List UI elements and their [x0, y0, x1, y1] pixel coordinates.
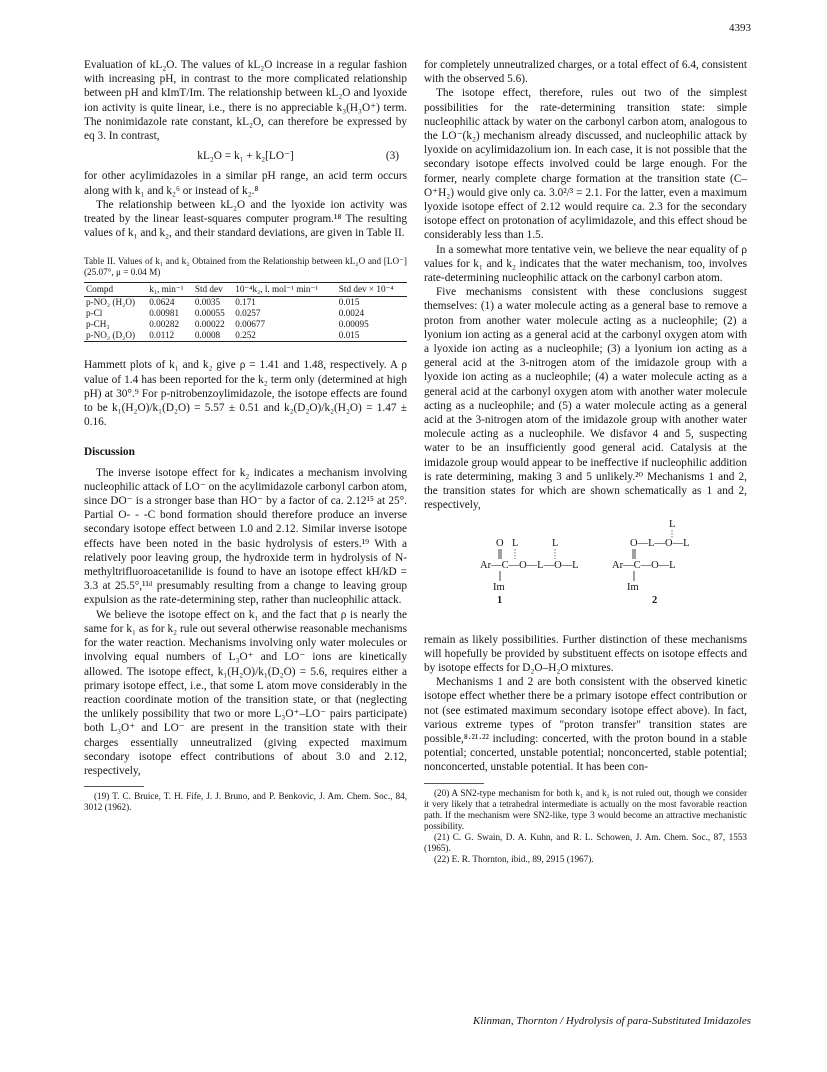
table-row: [84, 330, 407, 342]
section-heading-discussion: Discussion: [84, 446, 135, 459]
running-footer: Klinman, Thornton / Hydrolysis of para-Substituted Imidazoles: [473, 1015, 751, 1027]
s1-number: 1: [497, 594, 503, 606]
footnote-19: (19) T. C. Bruice, T. H. Fife, J. J. Bruno, and P. Benkovic, J. Am. Chem. Soc., 84, 3012 (1962).: [84, 791, 407, 813]
transition-state-structures: [424, 519, 747, 623]
table-row: [84, 297, 407, 309]
left-column: [84, 58, 407, 813]
table-cell: p-Cl: [86, 308, 103, 319]
paragraph-mechanisms-consistent: Mechanisms 1 and 2 are both consistent with the observed kinetic isotope effect whether there be a primary isotope effect contribution or not (see estimated maximum secondary isotope effect above). In fact, various extreme types of "proton transfer" transition states are possible,⁸·²¹·²² including: concerted, with the proton bound in a stable potential; concerted, unstable potential; nonconcerted, stable potential; nonconcerted, unstable potential. It has been con-: [424, 676, 747, 774]
s1-l-top2: L: [552, 537, 559, 549]
table-row: [84, 308, 407, 319]
s2-number: 2: [652, 594, 658, 606]
s2-top-chain: O—L—O—L: [630, 537, 690, 549]
s1-chain: Ar—C—O—L—O—L: [480, 559, 579, 571]
equation-number: (3): [385, 150, 399, 163]
footnote-rule: [424, 783, 484, 784]
table-cell: 0.00055: [194, 308, 225, 319]
page-number: 4393: [729, 22, 751, 34]
table-header: k₁, min⁻¹: [147, 283, 193, 297]
table-cell: 0.015: [338, 297, 360, 308]
table-cell: 0.252: [233, 330, 337, 342]
s1-oxygen: O: [496, 537, 504, 549]
paragraph-tentative: In a somewhat more tentative vein, we believe the near equality of ρ values for k₁ and k₂ indicates that the water mechanism, too, involves rate-determining nucleophilic attack on the carbonyl carbon atom.: [424, 243, 747, 285]
rate-constant-table: [84, 282, 407, 342]
paragraph-evaluation: Evaluation of kL₂O. The values of kL₂O increase in a regular fashion with increasing pH, in contrast to the more complicated relationship between pH and kImT/Im. The relationship between kL₂O and lyoxide ion activity is quite linear, i.e., there is no appreciable k₃(H₃O⁺) term. The nonimidazole rate constant, kL₂O, can therefore be expressed by eq 3. In contrast,: [84, 59, 407, 143]
equation-text: kL₂O = k₁ + k₂[LO⁻]: [197, 150, 294, 163]
structures-drawing: [424, 519, 747, 623]
paragraph-acid-term: for other acylimidazoles in a similar pH range, an acid term occurs along with k₁ and k₂⁶ or instead of k₂.⁸: [84, 170, 407, 197]
table-header: 10⁻⁴k₂, l. mol⁻¹ min⁻¹: [233, 283, 337, 297]
paragraph-rules-out: The isotope effect, therefore, rules out two of the simplest possibilities for the rate-determining transition state: simple nucleophilic attack by water on the carbonyl carbon atom, analogous to the LO⁻(k₂) mechanism already discussed, and nucleophilic attack by lyoxide on acylimidazolium ion. In each case, it is not possible that the secondary isotope effects involved could be large enough. For the former, nearly complete charge formation at the transition state (C–O⁺H₂) would give only ca. 3.0²/³ = 2.1. For the latter, even a maximum lyoxide isotope effect of 2.12 would require ca. 2.3 for the secondary isotope effect on protonation of acylimidazole, and this effect shoud be considerably less than 1.5.: [424, 87, 747, 242]
paragraph-least-squares: The relationship between kL₂O and the lyoxide ion activity was treated by the linear least-squares computer program.¹⁸ The resulting values of k₁ and k₂, and their standard deviations, are given in Table II.: [84, 198, 407, 240]
table-cell: 0.00022: [194, 319, 225, 330]
paragraph-hammett: Hammett plots of k₁ and k₂ give ρ = 1.41 and 1.48, respectively. A ρ value of 1.4 has been reported for the k₂ term only (determined at high pH) at 30°.⁹ For p-nitrobenzoylimidazole, the isotope effects are found to be k₁(H₂O)/k₁(D₂O) = 5.57 ± 0.51 and k₂(D₂O)/k₂(H₂O) = 1.47 ± 0.16.: [84, 359, 407, 429]
footnote-21: (21) C. G. Swain, D. A. Kuhn, and R. L. Schowen, J. Am. Chem. Soc., 87, 1553 (1965).: [424, 831, 747, 853]
table-cell: 0.015: [337, 330, 407, 342]
s1-imidazole: Im: [493, 581, 505, 593]
footnote-20: (20) A SN2-type mechanism for both k₁ and k₂ is not ruled out, though we consider it very likely that a tetrahedral intermediate is actually on the most favorable reaction path. If the mechanism were SN2-like, type 3 would become an attractive mechanistic possibility.: [424, 787, 747, 831]
footnote-rule: [84, 786, 144, 787]
s2-l-top: L: [669, 518, 676, 530]
paragraph-unneutralized: for completely unneutralized charges, or a total effect of 6.4, consistent with the observed 5.6).: [424, 59, 747, 86]
table-cell: 0.00981: [149, 308, 180, 319]
paragraph-remain-likely: remain as likely possibilities. Further distinction of these mechanisms will hopefully be provided by substituent effects on isotope effects and by isotope effects for D₂O–H₂O mixtures.: [424, 633, 747, 674]
table-cell: p-CH₃: [86, 319, 110, 330]
right-column: [424, 58, 747, 865]
table-header: Std dev: [193, 283, 233, 297]
paragraph-five-mechanisms: Five mechanisms consistent with these conclusions suggest themselves: (1) a water molecule acting as a general base to remove a proton from another water molecule acting as a nucleophile; (2) a lyonium ion acting as a general acid at the carbonyl oxygen atom with a lyoxide ion acting as a nucleophile; (3) a lyonium ion acting as a general acid at the 3-nitrogen atom of the imidazole group with a lyoxide ion acting as a nucleophile; (4) a water molecule acting as a general acid at the carbonyl oxygen atom with another water molecule acting as a nucleophile; and (5) a water molecule acting as a general acid at the 3-nitrogen atom of the imidazole group with another water molecule acting as a nucleophile. We disfavor 4 and 5, suspecting water to be an insufficiently good general acid. Catalysis at the imidazole group would appear to be ineffective if nucleophilic addition is rate determining, making 3 and 5 unlikely.²⁰ Mechanisms 1 and 2, the transition states for which are shown schematically as 1 and 2, respectively,: [424, 286, 747, 512]
table-cell: p-NO₂ (D₂O): [84, 330, 147, 342]
table-cell: 0.0624: [149, 297, 175, 308]
footnotes-left: [84, 791, 407, 813]
table-row: [84, 319, 407, 330]
table-cell: p-NO₂ (H₂O): [86, 297, 136, 308]
paragraph-inverse-isotope: The inverse isotope effect for k₂ indicates a mechanism involving nucleophilic attack of LO⁻ on the acylimidazole carbonyl carbon atom, since DO⁻ is a stronger base than HO⁻ by a factor of ca. 2.12¹⁵ at 25°. Partial O- - -C bond formation should therefore produce an inverse secondary isotope effect between 1.0 and 2.12. Similar inverse isotope effects have been noted in the basic hydrolysis of esters.¹⁹ With a relatively poor leaving group, the hydroxide term in hydrolysis of N-methyltrifluoroacetanilide is found to have an isotope effect kH/kD = 3.3 at 25.5°,¹¹ᵈ presumably resulting from a change to leaving group expulsion as the rate-determining step, rather than nucleophilic attack.: [84, 466, 407, 607]
footnote-22: (22) E. R. Thornton, ibid., 89, 2915 (1967).: [434, 853, 594, 864]
table-cell: 0.0257: [235, 308, 261, 319]
table-cell: 0.171: [235, 297, 256, 308]
table-header: Std dev × 10⁻⁴: [337, 283, 407, 297]
table-cell: 0.00095: [338, 319, 369, 330]
paragraph-water-reaction: We believe the isotope effect on k₁ and the fact that ρ is nearly the same for k₁ as for k₂ rule out several otherwise reasonable mechanisms for the water reaction. Mechanisms involving only water molecules or involving equal numbers of L₃O⁺ and LO⁻ ions are kinetically allowed. The isotope effect, k₁(H₂O)/k₁(D₂O) = 5.6, requires either a primary isotope effect, i.e., that some L atom move considerably in the reaction coordinate motion of the transition state, or that (neglecting the unlikely possibility that two or more L₃O⁺–LO⁻ pairs participate) both L₃O⁺ and LO⁻ are present in the transition state with their charges essentially unneutralized (giving expected maximum secondary isotope effect contributions of about 3.0 and 2.12, respectively,: [84, 608, 407, 777]
table-cell: 0.0035: [194, 297, 221, 308]
s1-l-top: L: [512, 537, 519, 549]
equation-3: [84, 149, 407, 163]
s2-chain: Ar—C—O—L: [612, 559, 676, 571]
table-cell: 0.0008: [193, 330, 233, 342]
footnotes-right: [424, 788, 747, 865]
table-cell: 0.00282: [149, 319, 180, 330]
table-ii: [84, 256, 407, 342]
s2-imidazole: Im: [627, 581, 639, 593]
table-caption: Table II. Values of k₁ and k₂ Obtained from the Relationship between kL₂O and [LO⁻] (25.07°, μ = 0.04 M): [84, 256, 407, 278]
table-cell: 0.00677: [235, 319, 266, 330]
table-cell: 0.0112: [147, 330, 193, 342]
table-header: Compd: [84, 283, 147, 297]
table-cell: 0.0024: [338, 308, 365, 319]
